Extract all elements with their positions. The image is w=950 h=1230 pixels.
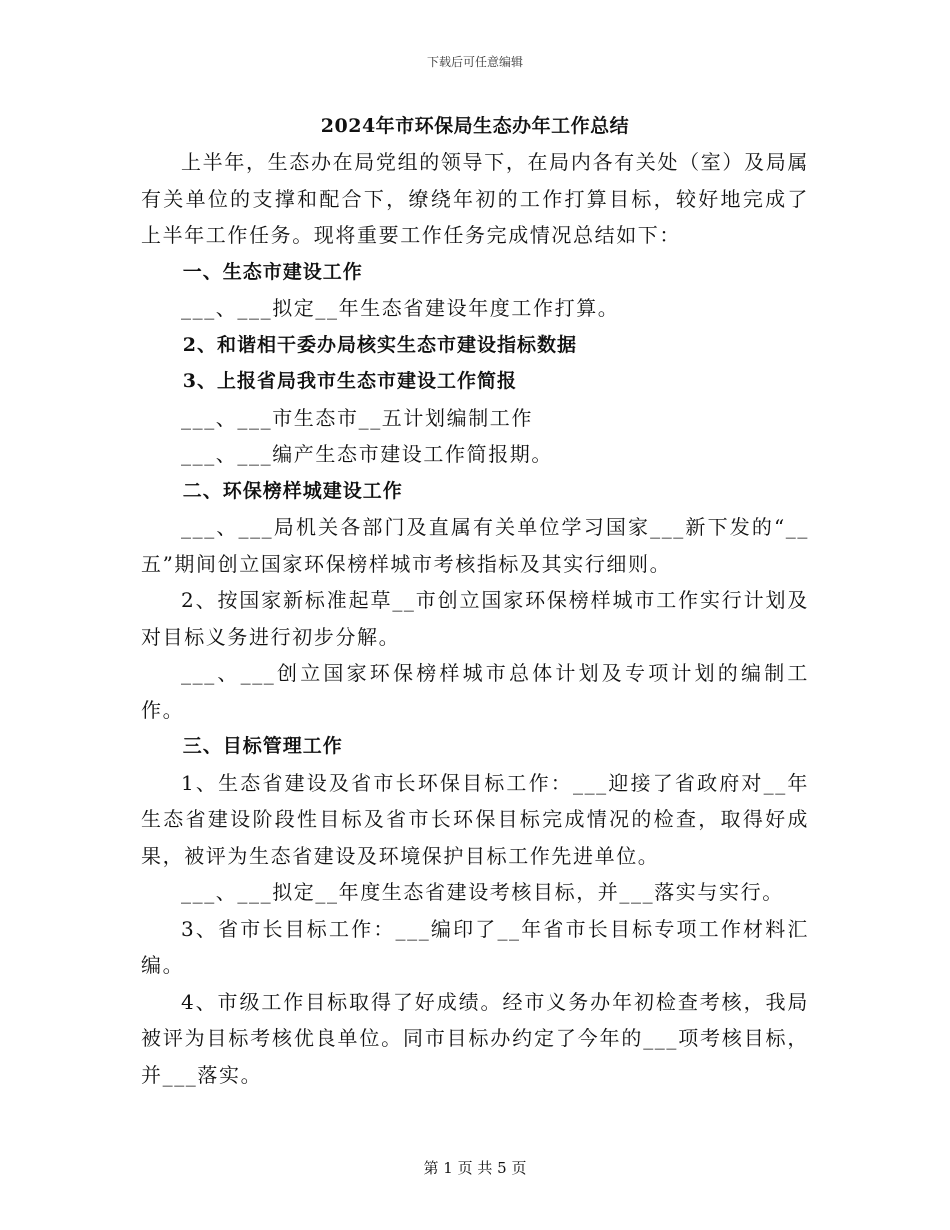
paragraph: ___、___拟定__年度生态省建设考核目标，并___落实与实行。 [181, 880, 784, 904]
document-title: 2024年市环保局生态办年工作总结 [320, 115, 630, 137]
section-heading: 二、环保榜样城建设工作 [182, 479, 403, 502]
paragraph: 1、生态省建设及省市长环保目标工作：___迎接了省政府对__年生态省建设阶段性目标及省市长环保目标完成情况的检查，取得好成果，被评为生态省建设及环境保护目标工作先进单位。 [141, 770, 809, 868]
document-body [141, 108, 809, 1093]
paragraph: ___、___编产生态市建设工作简报期。 [181, 442, 553, 466]
paragraph: 上半年，生态办在局党组的领导下，在局内各有关处（室）及局属有关单位的支撑和配合下，缭绕年初的工作打算目标，较好地完成了上半年工作任务。现将重要工作任务完成情况总结如下： [141, 150, 809, 247]
paragraph: ___、___创立国家环保榜样城市总体计划及专项计划的编制工作。 [141, 661, 809, 722]
page-number: 第 1 页 共 5 页 [423, 1159, 527, 1177]
page-header: 下载后可任意编辑 [426, 55, 523, 69]
section-heading: 三、目标管理工作 [182, 735, 343, 757]
section-heading: 3、上报省局我市生态市建设工作简报 [182, 370, 518, 392]
paragraph: 3、省市长目标工作：___编印了__年省市长目标专项工作材料汇编。 [141, 916, 809, 977]
section-heading: 一、生态市建设工作 [182, 260, 363, 283]
document-content [141, 144, 809, 1093]
paragraph: 2、按国家新标准起草__市创立国家环保榜样城市工作实行计划及对目标义务进行初步分解。 [141, 588, 809, 649]
paragraph: 4、市级工作目标取得了好成绩。经市义务办年初检查考核，我局被评为目标考核优良单位。同市目标办约定了今年的___项考核目标，并___落实。 [141, 989, 809, 1087]
section-heading: 2、和谐相干委办局核实生态市建设指标数据 [182, 333, 578, 356]
paragraph: ___、___市生态市__五计划编制工作 [181, 405, 533, 430]
paragraph: ___、___局机关各部门及直属有关单位学习国家___新下发的“__五”期间创立国家环保榜样城市考核指标及其实行细则。 [141, 515, 809, 576]
paragraph: ___、___拟定__年生态省建设年度工作打算。 [181, 296, 620, 320]
